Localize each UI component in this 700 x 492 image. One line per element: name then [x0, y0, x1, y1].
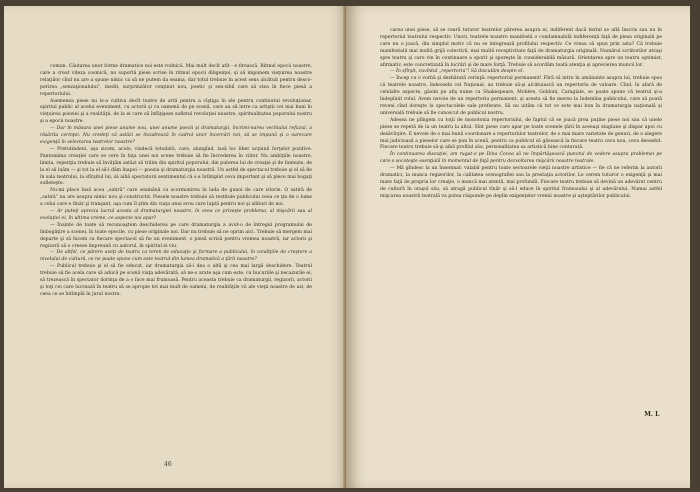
paragraph: — De altfel, ce părere aveţi de teatru ca teren de educaţie şi formare a publicului, în condiţiile de creştere a nivelului de cultură, ce ne poate spune cum este teatrul din lumea dramatică a ţării noastre?	[40, 250, 312, 263]
paragraph: comun. Căutarea unor forme dramatice noi este rodnică. Mai mult decît atît - e firească. Ritmul epocii noastre, care a creat viteza cosmică, nu suportă piese scrise în ritmul epocii diligenţei, şi să impunem vieţuirea noastre relaţiilor cînd nu are a spune nimic ca să ne putem da seama, dar totul trebuie în acest sens alcătuit pentru desco-perirea „senzaţionalului”, inedit, surprinzător conţinut nou, poetic şi sen-sibil care să stea în fiece piesă a repertoriului.	[40, 64, 312, 97]
paragraph: — Ar puteţi aprecia lucrul acesta al dramaturgiei noastre, în ceea ce priveşte problema, al mişcării sau al evoluţiei ei, în ultima vreme, ce aspecte noi apar?	[40, 209, 312, 221]
paragraph: Asemenea piese nu le-a cultiva decît teatre de artă pentru a cîştiga în ele pentru continutul revoluţionar, spiritul public al acelui eveniment, cu actorii şi cu oamenii de pe scenă, care au să intre ca artiştii cei mai buni în vieţuirea poeziei şi a realităţii, de la ei care să înfăţişeze sufletul revoluţiei noastre, spiritualitatea poporului nostru şi a epocii noastre.	[40, 98, 312, 125]
paragraph: — Încep cu o vorbă şi dezbătută cerinţă: repertoriul permanent! Fără să intru în amănunte asupra lui, trebuie spus că teatrele noastre, îndeosebi cel Naţional, au trebuie să-şi alcătuiască un repertoriu de valoare. Cînd, în afară de celelalte aspecte, găsim pe afiş nume ca Shakespeare, Molière, Goldoni, Caragiale, se poate spune că teatrul şi-a îndeplinit rolul. Avem nevoie de un repertoriu permanent, şi acesta să fie mereu la îndemîna publicului, care să poată reveni cînd doreşte la spectacolele sale preferate. Să nu uităm că tot ce este mai bun în dramaturgia naţională şi universală trebuie să fie cunoscut de publicul nostru.	[380, 76, 662, 116]
left-page	[4, 6, 346, 488]
paragraph: În continuarea discuţiei, am rugat-o pe Dina Cocea să ne împărtăşească punctul de vedere asupra problemei pe care o socoteşte esenţială în momentul de faţă pentru dezvoltarea mişcării noastre teatrale.	[380, 152, 662, 165]
paragraph: — În sfîrşit, cuvîntul „repertoriu”! Să discutăm despre el.	[390, 69, 524, 75]
paragraph: — Publicul trebuie şi el să fie educat, iar dramaturgia să-i dea o altă şi cea mai largă deschidere. Teatrul trebuie să fie acela care să aducă pe scenă viaţa adevărată, să ne-o arate aşa cum este, cu bucuriile şi necazurile ei, să trezească în spectator dorinţa de a o face mai frumoasă. Pentru aceasta trebuie ca dramaturgii, regizorii, actorii şi toţi cei care lucrează în teatru să se apropie tot mai mult de oameni, de realităţile vii ale vieţii noastre de azi, de ceea ce se întîmplă în jurul nostru.	[40, 264, 312, 297]
paragraph: — Dar în măsura unei piese anume nou, unei anume poezii şi dramaturgii, încrimi-narea vechiului refuzul, a răsărita cerinţei. Nu credeţi că astăzi se încadrează în cadrul unor încercări noi, să se impună şi o oarecare exigenţă în selectarea teatrelor noastre?	[40, 126, 312, 145]
author-signature: M. I.	[644, 411, 660, 418]
paragraph: Adesea ne plîngem cu toţii de monotonia repertoriului, de faptul că se joacă prea puţine piese noi sau că unele piese se repetă de la un teatru la altul. Sînt piese care apar pe toate scenele ţării în aceeaşi stagiune şi dispar apoi cu desăvîrşire. E nevoie de o mai bună coordonare a repertoriilor teatrelor, de o mai mare varietate de genuri, de o alegere mai judicioasă a pieselor care se pun în scenă, pentru ca publicul să găsească la fiecare teatru ceva nou, ceva deosebit. Fiecare teatru trebuie să-şi aibă profilul său, personalitatea sa artistică bine conturată.	[380, 117, 662, 151]
left-text-column	[40, 64, 312, 299]
paragraph: — Pretutindeni, aşa zicem, acolo, vindecă totodată, care, alungînd, lasă loc liber acţiunii forţelor pozitive. Pantomima creaţiei care se cere în faţa unei noi scene trebuie să fie încrederea în viitor. Nu ambiţiile noastre, limita, repetiţia trebuie să învăţăm astăzi să trăim din spiritul poporului, din puterea lui de creaţie şi de fantezie, de la el să luăm — şi tot la el să-l dăm înapoi — poezia şi dramaturgia noastră. Un astfel de spectacol trebuie şi el să fie în sala teatrului, la sfîrşitul lui, să aibă spectatorii sentimentul că s-a întîmplat ceva important şi să plece mai bogaţi sufleteşte.	[40, 146, 312, 187]
page-number: 46	[164, 461, 172, 468]
right-page	[346, 6, 690, 488]
paragraph: — Înainte de toate să recunoaştem deschiderea pe care dramaturgia a avut-o de întregul programului de îmbogăţire a scenei, în toate epocile, cu piese originale noi. Dar nu trebuie să ne oprim aici. Trebuie să mergem mai departe şi să facem ca fiecare spectacol să fie un eveniment, o piesă scrisă pentru vremea noastră, iar actorii şi regizorii să o creeze împreună cu autorul, în spiritul ei viu.	[40, 222, 312, 249]
paragraph: Nu-mi place însă acea „satiră” care seamănă cu scormonirea în lada de gunoi de care istorie. O satiră de „satiră” nu are asupra nimic nou şi constructiv. Piesele noastre trebuie să restituie publicului ceea ce ţin de o lume a celui care e tînăr şi tranşant, aşa cum îl ştim din viaţa unui erou care luptă pentru noi şi alături de noi.	[40, 188, 312, 208]
right-text-column	[380, 28, 662, 201]
paragraph: — Mă gîndesc la un însemnat: valabil pentru toate sectoarele vieţii noastre artistice — fie că ne referim la autorii dramatici, la munca regizorilor, la calitatea scenografiei sau la prestaţia actorilor. Le cerem tuturor o exigenţă şi mai mare faţă de propria lor creaţie, o muncă mai atentă, mai profundă. Fiecare teatru trebuie să devină un adevărat centru de cultură în oraşul său, să atragă publicul tînăr şi să-l educe în spiritul frumosului şi al adevărului. Numai astfel mişcarea noastră teatrală va putea răspunde pe deplin exigenţelor vremii noastre şi aşteptărilor publicului.	[380, 166, 662, 199]
paragraph: carea unei piese, să se ceară tuturor teatrelor părerea asupra ei, indiferent dacă textul se află înscris sau nu în repertoriul teatrului respectiv. Unori, teatrele noastre manifestă o condamnabilă indiferenţă faţă de piesa originală pe care nu o joacă, din simplul motiv că nu se integrează profilului respectiv. Ce vreau să spun prin asta? Că trebuie manifestată mai multă grijă colectivă, mai multă receptivitate faţă de dramaturgia originală. Numărul scriitorilor atraşi spre teatru şi care vin în continuare a sporit şi sporeşte în considerabilă măsură. Orientarea spre un teatru optimist, afirmativ, este concretizată în lucrări şi de mare forţă. Trebuie să acordăm toată atenţia şi aprecierea muncii lor.	[380, 28, 662, 68]
